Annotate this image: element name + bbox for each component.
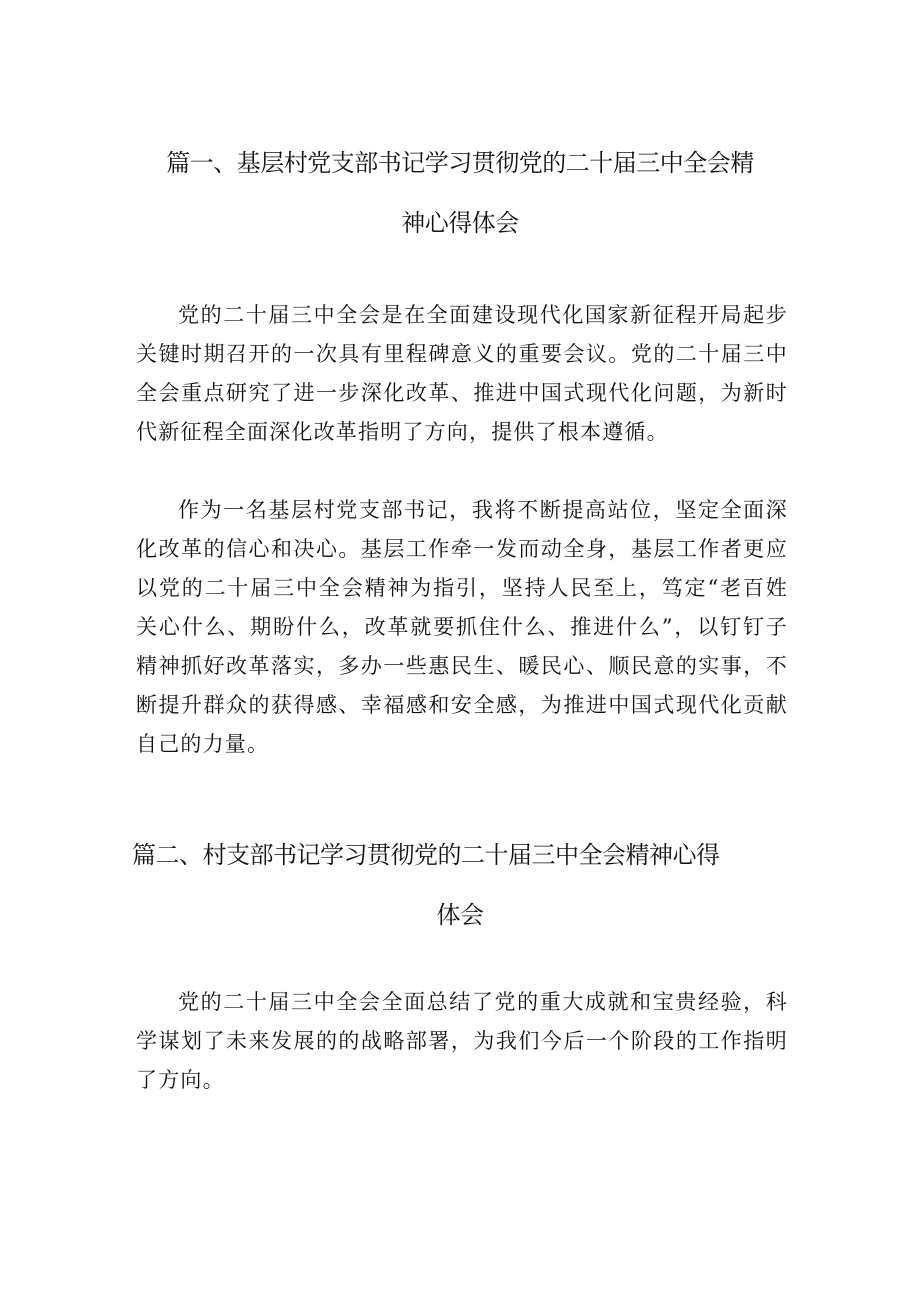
section-one-title-line1: 篇一、基层村党支部书记学习贯彻党的二十届三中全会精 <box>166 149 754 177</box>
section-two-title-line1: 篇二、村支部书记学习贯彻党的二十届三中全会精神心得 <box>132 841 720 869</box>
section-one-paragraph-1: 党的二十届三中全会是在全面建设现代化国家新征程开局起步关键时期召开的一次具有里程碑意义的重要会议。党的二十届三中全会重点研究了进一步深化改革、推进中国式现代化问题，为新时代新征程全面深化改革指明了方向，提供了根本遵循。 <box>136 303 788 444</box>
section-one-title <box>132 133 788 253</box>
section-one-paragraph-2: 作为一名基层村党支部书记，我将不断提高站位，坚定全面深化改革的信心和决心。基层工作牵一发而动全身，基层工作者更应以党的二十届三中全会精神为指引，坚持人民至上，笃定“老百姓关心什么、期盼什么，改革就要抓住什么、推进什么”，以钉钉子精神抓好改革落实，多办一些惠民生、暖民心、顺民意的实事，不断提升群众的获得感、幸福感和安全感，为推进中国式现代化贡献自己的力量。 <box>136 498 788 756</box>
section-one-title-line2: 神心得体会 <box>401 209 519 237</box>
section-two-paragraph-1: 党的二十届三中全会全面总结了党的重大成就和宝贵经验，科学谋划了未来发展的的战略部署，为我们今后一个阶段的工作指明了方向。 <box>136 990 788 1092</box>
section-two-title <box>132 825 788 945</box>
section-two-title-line2: 体会 <box>436 901 484 929</box>
